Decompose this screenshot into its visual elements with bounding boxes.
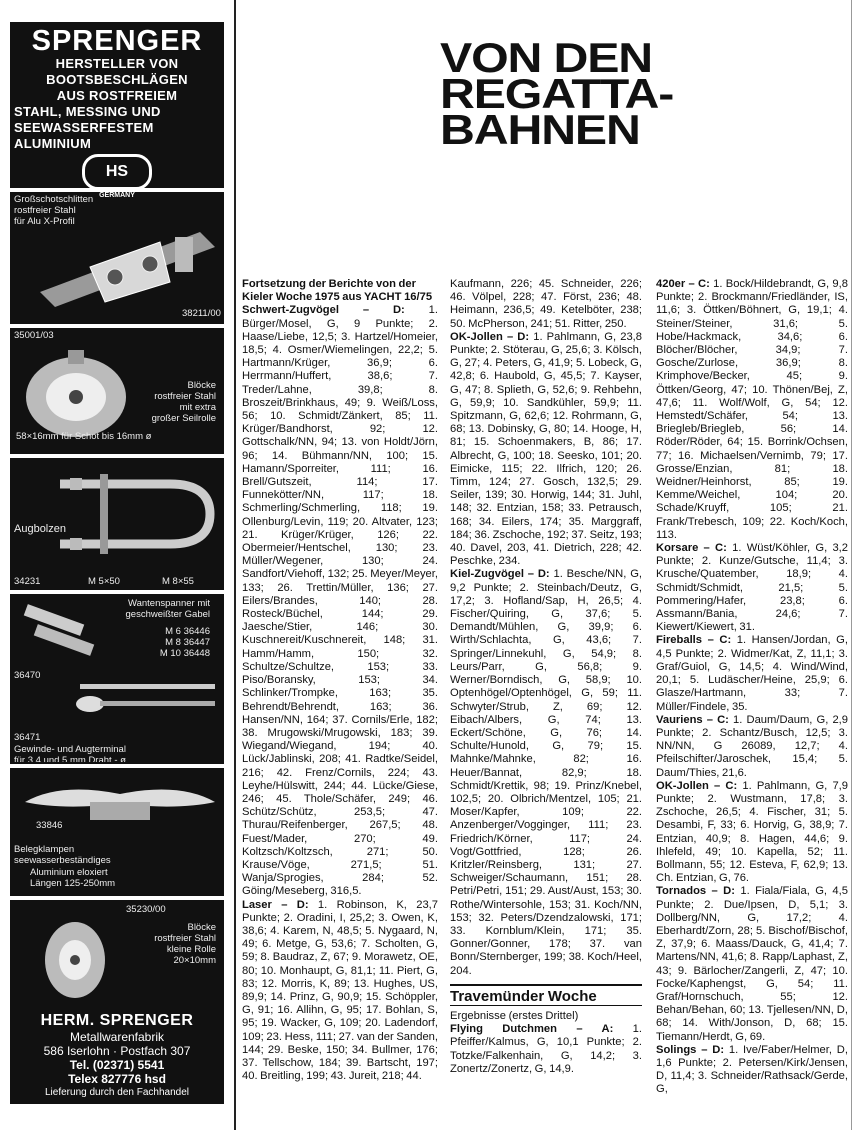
results-paragraph <box>656 634 848 713</box>
ad-text: Längen 125-250mm <box>30 878 116 889</box>
ad-text: rostfreier Stahl <box>154 391 216 402</box>
page-rule <box>234 0 236 1130</box>
section-heading: Travemünder Woche <box>450 984 642 1006</box>
results-paragraph <box>656 780 848 886</box>
ad-text: 20×10mm <box>173 955 216 966</box>
ad-panel <box>10 22 224 1104</box>
title-line: VON DEN <box>440 34 653 81</box>
hs-logo <box>82 154 152 199</box>
ad-slogan-line: HERSTELLER VON <box>55 56 179 71</box>
class-heading: Fireballs – C: <box>656 634 732 647</box>
ad-text: großer Seilrolle <box>151 413 216 424</box>
results-text: 1. Pfeiffer/Kalmus, G, 10,1 Punkte; 2. Totzke/Falkenhain, G, 14,2; 3. Zonertz/Zonertz, G, 14,9. <box>450 1023 642 1075</box>
ad-footer-line: Lieferung durch den Fachhandel <box>45 1087 189 1098</box>
ad-text: Gewinde- und Augterminal <box>14 744 126 755</box>
ad-text: M 8 36447 <box>165 637 210 648</box>
results-paragraph <box>656 885 848 1043</box>
results-paragraph: Kaufmann, 226; 45. Schneider, 226; 46. Völpel, 228; 47. Först, 236; 48. Heimann, 236,5; 49. Ketelböter, 238; 50. McPherson, 241; 51. Ritter, 250. <box>450 278 642 330</box>
ad-text: M 10 36448 <box>159 648 210 659</box>
ad-text: geschweißter Gabel <box>125 609 210 620</box>
ad-slogan-line: STAHL, MESSING UND <box>14 104 161 119</box>
class-heading: OK-Jollen – C: <box>656 779 738 792</box>
ad-brand: SPRENGER <box>31 25 203 57</box>
ad-header <box>10 22 224 199</box>
results-text: 1. Daum/Daum, G, 2,9 Punkte; 2. Schantz/Busch, 12,5; 3. NN/NN, G 26089, 12,7; 4. Pfeilschifter/Jaroschek, 15,4; 5. Daum/Thies, 21,6. <box>656 713 849 779</box>
small-block-product-image <box>30 910 120 1005</box>
ad-text: für Alu X-Profil <box>14 216 75 227</box>
ad-slogan-line: SEEWASSERFESTEM <box>14 120 154 135</box>
results-paragraph <box>450 1023 642 1076</box>
ad-footer-brand: HERM. SPRENGER <box>40 1012 194 1029</box>
slide-product-image <box>30 222 220 312</box>
ad-footer-line: Tel. (02371) 5541 <box>69 1058 165 1072</box>
ad-product-block-small <box>10 900 224 1008</box>
ad-code: 33846 <box>36 820 63 831</box>
ad-code: 35230/00 <box>126 904 166 915</box>
ad-product-slide <box>10 192 224 322</box>
section-subheading: Ergebnisse (erstes Drittel) <box>450 1009 579 1022</box>
ad-footer-line: Metallwarenfabrik <box>69 1030 165 1044</box>
results-text: 1. Hansen/Jordan, G, 4,5 Punkte; 2. Widmer/Kat, Z, 11,1; 3. Graf/Guiol, G, 14,5; 4. Wind/Wind, 20,1; 5. Ludäscher/Heine, 25,9; 6. Glasze/Hartmann, 33; 7. Müller/Findele, 35. <box>656 634 848 713</box>
class-heading: Kiel-Zugvögel – D: <box>450 568 550 581</box>
ad-text: rostfreier Stahl <box>154 933 216 944</box>
ad-code: 35001/03 <box>14 330 54 341</box>
article-column-2 <box>450 278 642 1098</box>
results-paragraph <box>656 278 848 542</box>
results-text: 1. Fiala/Fiala, G, 4,5 Punkte; 2. Due/Ipsen, D, 5,1; 3. Dollberg/NN, G, 17,2; 4. Eberhardt/Zorn, 28; 5. Bischof/Bischof, Z, 37,9; 6. Maass/Dauck, G, 41,4; 7. Martens/NN, 41,6; 8. Rapp/Laphast, Z, 43; 9. Bärlocher/Zangerli, Z, 47; 10. Focke/Kaphengst, G, 54; 11. Graf/Hornschuch, 55; 12. Behan/Behan, 60; 13. Tjellesen/NN, D, 68; 14. With/Jonson, D, 68; 15. Tiemann/Herdt, G, 69. <box>656 885 848 1043</box>
results-text: 1. Robinson, K, 23,7 Punkte; 2. Oradini, I, 25,2; 3. Owen, K, 38,6; 4. Karem, N, 48,5; 5. Nygaard, N, 49; 6. Metge, G, 53,6; 7. Scholten, G, 59; 8. Baudraz, Z, 67; 9. Morawetz, OE, 80; 10. Monhaupt, G, 81,1; 11. Piert, G, 83; 12. Morris, K, 89; 13. Hughes, US, 89,9; 14. Prinz, G, 90,9; 15. Schöppler, G, 91; 16. Allihn, G, 95; 17. Bohlan, S, 95; 19. Wacker, G, 109; 20. Ladendorf, 109; 23. Hess, 111; 27. van der Sanden, 144; 29. Beske, 150; 34. Bullmer, 176; 37. Tellschow, 184; 39. Bartscht, 197; 40. Breitling, 199; 43. Jureit, 218; 44. <box>242 898 438 1083</box>
ad-text: mit extra <box>179 402 216 413</box>
results-paragraph <box>656 1044 848 1097</box>
terminal-product-image <box>70 676 220 716</box>
ad-code: 36471 <box>14 732 41 743</box>
ad-text: rostfreier Stahl <box>14 205 76 216</box>
ad-footer-line: 586 Iserlohn · Postfach 307 <box>43 1044 191 1058</box>
block-product-image <box>16 342 136 442</box>
ad-text: Aluminium eloxiert <box>30 867 108 878</box>
results-paragraph <box>450 331 642 569</box>
ad-text: Blöcke <box>187 922 216 933</box>
article-column-3 <box>656 278 848 1098</box>
ad-text: 58×16mm für Schot bis 16mm ø <box>16 431 152 442</box>
class-heading: Schwert-Zugvögel – D: <box>242 304 405 317</box>
class-heading: Tornados – D: <box>656 885 735 898</box>
ad-text: kleine Rolle <box>166 944 216 955</box>
ad-product-eyebolt <box>10 458 224 588</box>
results-text: 1. Ive/Faber/Helmer, D, 1,6 Punkte; 2. Petersen/Kirk/Jensen, D, 11,4; 3. Schneider/Rathsack/Gerde, G, <box>656 1043 848 1096</box>
ad-code: M 5×50 <box>88 576 120 587</box>
ad-slogan-line: BOOTSBESCHLÄGEN <box>46 72 188 87</box>
results-paragraph <box>656 714 848 780</box>
page-rule <box>851 0 852 1130</box>
hs-logo-row <box>10 152 224 199</box>
ad-code: 38211/00 <box>182 308 221 319</box>
ad-text: Belegklampen <box>14 844 75 855</box>
results-text: 1. Pahlmann, G, 23,8 Punkte; 2. Stöterau, G, 25,6; 3. Kölsch, G, 27; 4. Peters, G, 41,9; 5. Lobeck, G, 42,8; 6. Haubold, G, 45,5; 7. Kayser, G, 47; 8. Splieth, G, 52,6; 9. Rehbehn, G, 59,9; 10. Sandkühler, 59,9; 11. Spitzmann, G, 62,6; 12. Rohrmann, G, 68; 13. Dobinsky, G, 80; 14. Hooge, H, 81; 15. Schoenmakers, B, 86; 17. Albrecht, G, 100; 18. Seesko, 101; 20. Eimicke, 115; 22. Ilfrich, 120; 26. Timm, 124; 27. Gosch, 132,5; 29. Seiler, 139; 30. Horwig, 144; 31. Juhl, 148; 32. Entzian, 158; 33. Petrausch, 168; 34. Eilers, 174; 35. Marggraff, 184; 36. Zschoche, 192; 37. Seitz, 193; 40. Davel, 203, 41. Dietrich, 228; 42. Peschke, 234. <box>450 330 642 568</box>
title-line: REGATTA- <box>440 70 674 117</box>
results-text: 1. Bock/Hildebrandt, G, 9,8 Punkte; 2. Brockmann/Friedländer, IS, 11,6; 3. Öttken/Böhnert, G, 19,1; 4. Steiner/Steiner, 31,6; 5. Hobe/Hackmack, 34,6; 6. Blöcher/Blöcher, 34,9; 7. Gosche/Zurlose, 36,9; 8. Krimphove/Becker, 45; 9. Öttken/Georg, 47; 10. Thönen/Bej, Z, 47,6; 11. Wolf/Wolf, G, 54; 12. Hemstedt/Schäfer, 54; 13. Briegleb/Briegleb, 56; 14. Röder/Röder, 64; 15. Borrink/Ochsen, 77; 16. Michaelsen/Vernimb, 79; 17. Grosse/Enzian, 81; 18. Weidner/Heinhorst, 85; 19. Kemme/Weichel, 104; 20. Schade/Kruyff, 105; 21. Frank/Trebesch, 109; 22. Koch/Koch, 113. <box>656 278 848 541</box>
article-column-1 <box>242 278 438 1098</box>
class-heading: OK-Jollen – D: <box>450 330 530 343</box>
article-title <box>440 34 674 153</box>
ad-text: Wantenspanner mit <box>127 598 210 609</box>
ad-product-block-large <box>10 328 224 452</box>
results-text: 1. Wüst/Köhler, G, 3,2 Punkte; 2. Kunze/Gutsche, 11,4; 3. Krusche/Quatember, 18,9; 4. Schmidt/Schmidt, 21,5; 5. Pommering/Hafer, 23,8; 6. Assmann/Bania, 24,6; 7. Kiewert/Kiewert, 31. <box>656 542 849 634</box>
ad-text: Blöcke <box>187 380 216 391</box>
class-heading: Flying Dutchmen – A: <box>450 1023 614 1036</box>
ad-text: für 3 4 und 5 mm Draht - ø <box>14 755 126 762</box>
ad-code: 36470 <box>14 670 41 681</box>
class-heading: 420er – C: <box>656 278 710 290</box>
ad-text: Großschotschlitten <box>14 194 94 205</box>
class-heading: Vauriens – C: <box>656 713 729 726</box>
results-paragraph <box>656 542 848 634</box>
ad-label: Augbolzen <box>14 523 66 535</box>
ad-slogan-line: AUS ROSTFREIEM <box>56 88 178 103</box>
title-line: BAHNEN <box>440 106 640 153</box>
ad-footer-line: Telex 827776 hsd <box>68 1072 166 1086</box>
class-heading: Korsare – C: <box>656 542 727 555</box>
ad-code: 34231 <box>14 576 41 587</box>
ad-slogan-line: ALUMINIUM <box>14 136 92 151</box>
advertisement-sprenger <box>0 0 232 1130</box>
results-text: 1. Pahlmann, G, 7,9 Punkte; 2. Wustmann, 17,8; 3. Zschoche, 26,5; 4. Fischer, 31; 5. Desambi, F, 33; 6. Horvig, G, 38,9; 7. Entzian, 40,9; 8. Hagen, 44,6; 9. Ihlefeld, 49; 10. Kapella, 52; 11. Bollmann, 55; 12. Esteva, F, 62,9; 13. Ch. Entzian, G, 76. <box>656 779 848 885</box>
results-text: 1. Besche/NN, G, 9,2 Punkte; 2. Steinbach/Deutz, G, 17,2; 3. Hofland/Sap, H, 26,5; 4. Fischer/Quiring, G, 37,6; 5. Demandt/Mühlen, G, 39,9; 6. Wirth/Schlachta, G, 43,6; 7. Springer/Linnekuhl, G, 54,9; 8. Leurs/Parr, G, 56,8; 9. Werner/Borndisch, G, 58,9; 10. Optenhögel/Optenhögel, G, 59; 11. Schwyter/Strub, Z, 69; 12. Eibach/Albers, G, 74; 13. Eckert/Schöne, G, 76; 14. Schulte/Hunold, G, 79; 15. Mahnke/Mahnke, 82; 16. Heuer/Bannat, 82,9; 18. Schmidt/Krettik, 98; 19. Prinz/Knebel, 102,5; 20. Olbrich/Mentzel, 105; 21. Moser/Kapfer, 109; 22. Anzenberger/Vogginger, 111; 23. Friedrich/Körner, 117; 24. Vogt/Gottfried, 128; 26. Kritzler/Reinsberg, 131; 27. Schweiger/Schaumann, 151; 28. Petri/Petri, 151; 29. Aust/Aust, 153; 30. Rothe/Wintersohle, 153; 31. Koch/NN, 153; 32. Peters/Dzendzalowski, 171; 33. Kornblum/Klein, 171; 35. Gonner/Gonner, 178; 37. van Bonn/Sternberger, 199; 38. Koch/Heel, 204. <box>450 568 643 977</box>
class-heading: Solings – D: <box>656 1043 725 1056</box>
ad-product-turnbuckle <box>10 594 224 762</box>
hs-logo-text: HS <box>105 163 129 180</box>
class-heading: Laser – D: <box>242 898 309 911</box>
results-paragraph <box>450 568 642 977</box>
eyebolt-product-image <box>40 464 220 574</box>
ad-footer <box>10 1012 224 1100</box>
ad-text: seewasserbeständiges <box>14 855 111 866</box>
turnbuckle-product-image <box>14 604 104 674</box>
ad-text: M 6 36446 <box>165 626 210 637</box>
ad-product-cleat <box>10 768 224 894</box>
results-paragraph <box>242 304 438 898</box>
ad-code: M 8×55 <box>162 576 194 587</box>
article-intro: Fortsetzung der Berichte von der Kieler Woche 1975 aus YACHT 16/75 <box>242 278 433 304</box>
results-paragraph <box>242 899 438 1084</box>
hs-logo-sub: GERMANY <box>96 192 138 199</box>
results-text: 1. Bürger/Mosel, G, 9 Punkte; 2. Haase/Liebe, 12,5; 3. Hartzel/Homeier, 18,5; 4. Osmer/Wiemelingen, 22,2; 5. Hartmann/Krüger, 36,9; 6. Herrmann/Huffert, 38,6; 7. Treder/Lahne, 39,8; 8. Broszeit/Brinkhaus, 49; 9. Weiß/Loss, 56; 10. Schmidt/Zänkert, 85; 11. Krüger/Bandhorst, 92; 12. Gottschalk/NN, 94; 13. von Holdt/Jörn, 96; 14. Bühmann/NN, 100; 15. Hamann/Sporreiter, 111; 16. Brell/Gutszeit, 114; 17. Funnekötter/NN, 117; 18. Schmerling/Schmerling, 118; 19. Ollenburg/Levin, 119; 20. Altvater, 123; 21. Krüger/Krüger, 126; 22. Obermeier/Hentschel, 130; 23. Müller/Wegener, 130; 24. Sandfort/Viehoff, 132; 25. Meyer/Meyer, 133; 26. Trettin/Müller, 136; 27. Eilers/Brandes, 140; 28. Rosteck/Büchel, 144; 29. Jaesche/Stier, 146; 30. Kuschnereit/Kuschnereit, 148; 31. Hamm/Hamm, 150; 32. Schultze/Schultze, 153; 33. Piso/Boransky, 153; 34. Schlinker/Trompke, 163; 35. Behrendt/Behrendt, 163; 36. Hansen/NN, 164; 37. Cornils/Erle, 182; 38. Mrugowski/Mrugowski, 183; 39. Wiegand/Wiegand, 194; 40. Lück/Jablinski, 208; 41. Radtke/Seidel, 216; 42. Frenz/Cornils, 224; 43. Leyhe/Hülswitt, 244; 44. Lücke/Giese, 246; 45. Thole/Schäfer, 249; 46. Schütz/Schütz, 253,5; 47. Thurau/Reifenberger, 267,5; 48. Fuest/Mader, 270; 49. Koltzsch/Koltzsch, 271; 50. Krause/Vöge, 271,5; 51. Wanja/Sprogies, 284; 52. Göing/Meseberg, 316,5. <box>242 304 438 898</box>
